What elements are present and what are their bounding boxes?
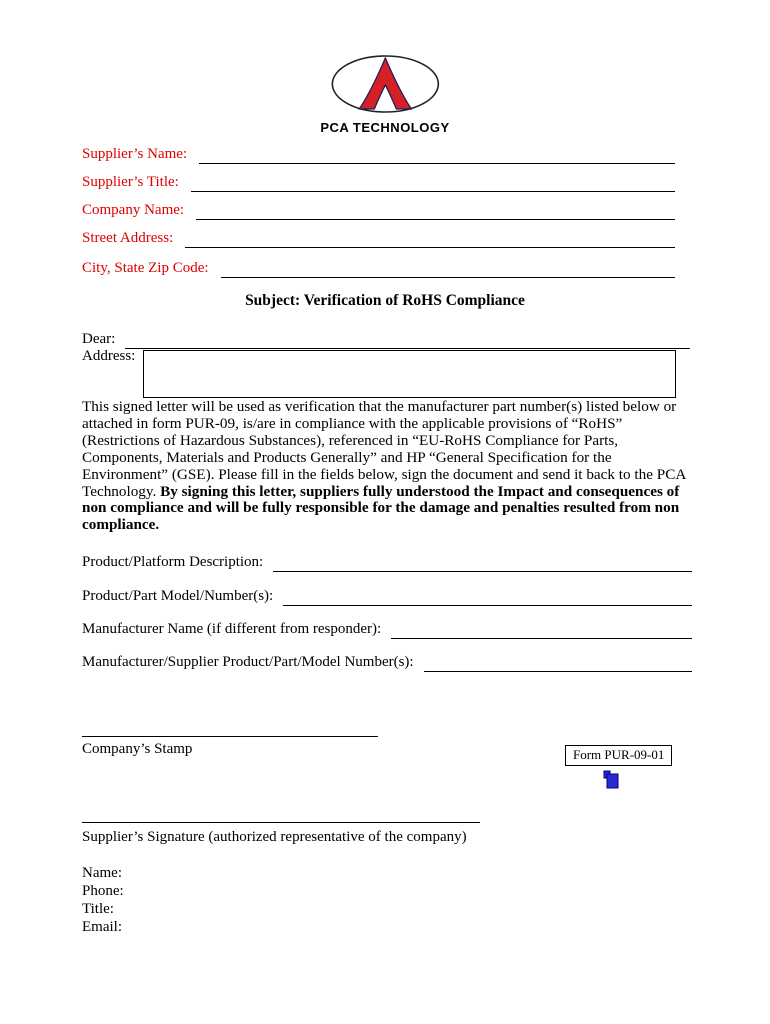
contact-title-label: Title: — [82, 901, 114, 917]
company-stamp-line[interactable] — [82, 736, 378, 737]
contact-email-label: Email: — [82, 919, 122, 935]
supplier-title-row — [82, 173, 675, 192]
dear-field[interactable] — [125, 330, 690, 349]
company-name-field[interactable] — [196, 201, 675, 220]
brand-name: PCA TECHNOLOGY — [320, 120, 450, 135]
address-field[interactable] — [143, 350, 676, 398]
company-stamp-label: Company’s Stamp — [82, 741, 193, 757]
product-description-row — [82, 553, 692, 572]
form-number: Form PUR-09-01 — [573, 747, 665, 762]
street-address-row — [82, 229, 675, 248]
manufacturer-model-field[interactable] — [424, 653, 692, 672]
street-address-label: Street Address: — [82, 230, 174, 246]
supplier-name-label: Supplier’s Name: — [82, 146, 188, 162]
embedded-object-icon[interactable] — [602, 770, 620, 790]
street-address-field[interactable] — [185, 229, 675, 248]
contact-phone-label: Phone: — [82, 883, 124, 899]
letter-body — [82, 399, 692, 534]
letter-body-bold: By signing this letter, suppliers fully understood the Impact and consequences of non compliance and will be fully responsible for the damage and penalties resulted from non compliance. — [82, 482, 680, 534]
supplier-title-label: Supplier’s Title: — [82, 174, 179, 190]
supplier-title-field[interactable] — [191, 173, 675, 192]
product-description-field[interactable] — [273, 553, 692, 572]
company-name-row — [82, 201, 675, 220]
pca-logo-icon — [330, 102, 440, 118]
dear-row — [82, 330, 690, 349]
dear-label: Dear: — [82, 331, 116, 347]
city-state-zip-label: City, State Zip Code: — [82, 260, 209, 276]
product-model-field[interactable] — [283, 587, 692, 606]
supplier-name-field[interactable] — [199, 145, 675, 164]
manufacturer-name-label: Manufacturer Name (if different from responder): — [82, 621, 382, 637]
contact-name-label: Name: — [82, 865, 122, 881]
manufacturer-name-field[interactable] — [391, 620, 692, 639]
company-name-label: Company Name: — [82, 202, 185, 218]
supplier-name-row — [82, 145, 675, 164]
city-state-zip-row — [82, 259, 675, 278]
manufacturer-model-label: Manufacturer/Supplier Product/Part/Model Number(s): — [82, 654, 414, 670]
manufacturer-model-row — [82, 653, 692, 672]
product-model-label: Product/Part Model/Number(s): — [82, 588, 274, 604]
supplier-signature-label: Supplier’s Signature (authorized representative of the company) — [82, 829, 467, 845]
manufacturer-name-row — [82, 620, 692, 639]
letter-body-normal: This signed letter will be used as verification that the manufacturer part number(s) listed below or attached in form PUR-09, is/are in compliance with the applicable provisions of “RoHS” (Restrictions of Hazardous Substances), referenced in “EU-RoHS Compliance for Parts, Components, Materials and Products Generally” and HP “General Specification for the Environment” (GSE). Please fill in the fields below, sign the document and send it back to the PCA Technology. — [82, 398, 686, 500]
form-number-box — [565, 745, 672, 766]
company-logo — [320, 54, 449, 135]
city-state-zip-field[interactable] — [221, 259, 675, 278]
address-label: Address: — [82, 348, 136, 364]
product-description-label: Product/Platform Description: — [82, 554, 264, 570]
supplier-signature-line[interactable] — [82, 822, 480, 823]
subject-line: Subject: Verification of RoHS Compliance — [245, 292, 525, 309]
product-model-row — [82, 587, 692, 606]
